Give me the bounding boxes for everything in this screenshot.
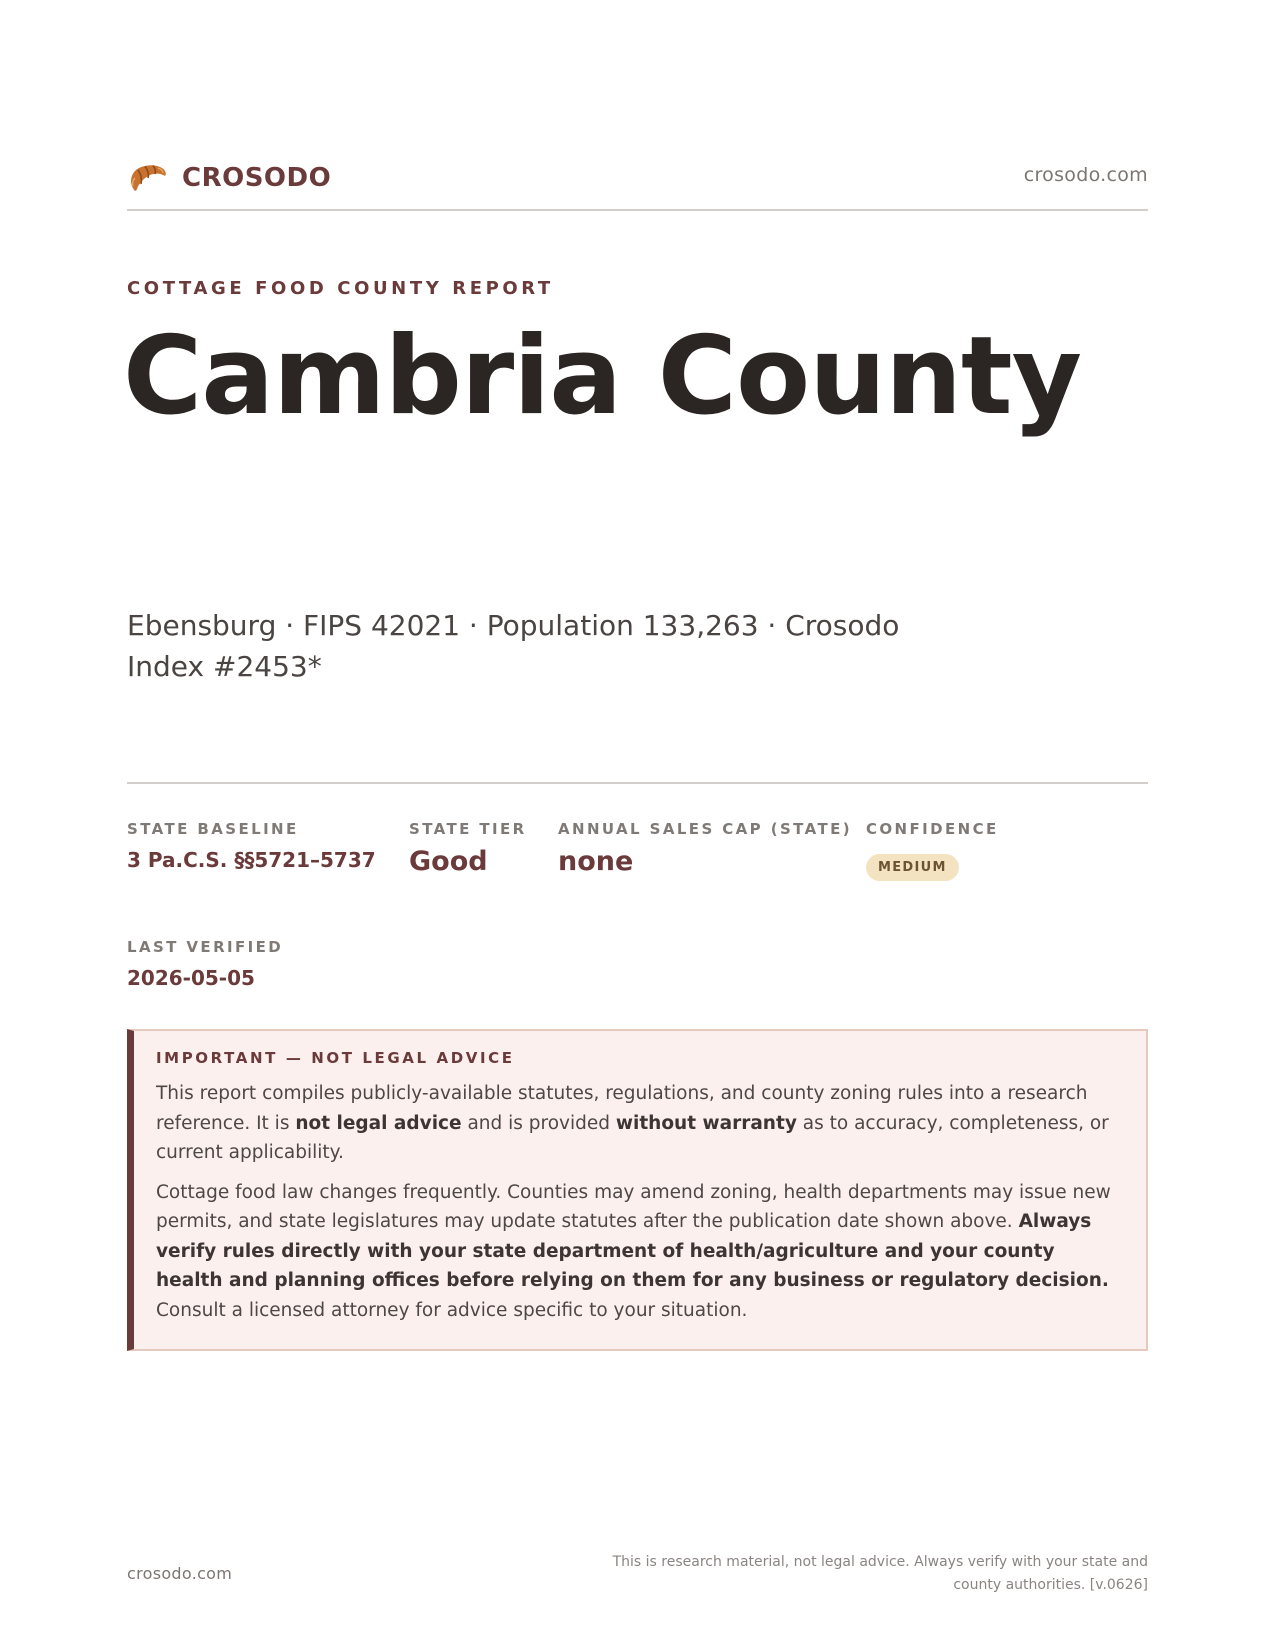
page-header: [127, 158, 1148, 208]
notice-emphasis: not legal advice: [295, 1112, 462, 1134]
section-divider: [127, 782, 1148, 784]
stat-label: STATE TIER: [409, 820, 527, 838]
croissant-icon: [127, 158, 169, 198]
page-title: Cambria County: [123, 314, 1081, 439]
header-divider: [127, 209, 1148, 211]
footer-site-link[interactable]: crosodo.com: [127, 1564, 233, 1583]
stat-value: 3 Pa.C.S. §§5721–5737: [127, 848, 376, 872]
stat-state-tier: [409, 820, 527, 877]
stat-label: ANNUAL SALES CAP (STATE): [558, 820, 853, 838]
stat-value: 2026-05-05: [127, 966, 255, 990]
notice-title: IMPORTANT — NOT LEGAL ADVICE: [156, 1049, 515, 1067]
footer-disclaimer: This is research material, not legal advice. Always verify with your state and county authorities. [v.0626]: [612, 1554, 1148, 1593]
notice-emphasis: Always verify rules directly with your state department of health/agriculture and your county health and planning offices before relying on them for any business or regulatory decision.: [156, 1211, 1109, 1291]
stat-value: Good: [409, 846, 488, 877]
notice-text: as to accuracy, completeness, or current applicability.: [156, 1112, 1109, 1163]
report-page: [123, 0, 1148, 1650]
stat-value: none: [558, 846, 634, 877]
stat-last-verified: [127, 938, 283, 990]
notice-paragraph-1: [156, 1079, 1122, 1168]
stat-label: CONFIDENCE: [866, 820, 999, 838]
notice-text: Consult a licensed attorney for advice specific to your situation.: [156, 1299, 748, 1321]
brand[interactable]: [127, 158, 331, 198]
legal-notice: [127, 1029, 1148, 1351]
stat-sales-cap: [558, 820, 852, 877]
notice-text: and is provided: [461, 1112, 616, 1134]
stat-confidence: [866, 820, 999, 881]
report-eyebrow: COTTAGE FOOD COUNTY REPORT: [127, 278, 554, 299]
confidence-badge: MEDIUM: [866, 854, 959, 881]
brand-name: CROSODO: [182, 163, 332, 193]
notice-text: This report compiles publicly-available statutes, regulations, and county zoning rules into a research reference. It is: [156, 1083, 1088, 1134]
notice-emphasis: without warranty: [615, 1112, 797, 1134]
stat-label: STATE BASELINE: [127, 820, 299, 838]
report-subtitle: Ebensburg · FIPS 42021 · Population 133,263 · Crosodo Index #2453*: [127, 609, 900, 683]
site-link[interactable]: crosodo.com: [1023, 164, 1148, 186]
notice-paragraph-2: [156, 1178, 1122, 1326]
stat-state-baseline: [127, 820, 376, 872]
notice-text: Cottage food law changes frequently. Counties may amend zoning, health departments may issue new permits, and state legislatures may update statutes after the publication date shown above.: [156, 1181, 1111, 1232]
stat-label: LAST VERIFIED: [127, 938, 284, 956]
